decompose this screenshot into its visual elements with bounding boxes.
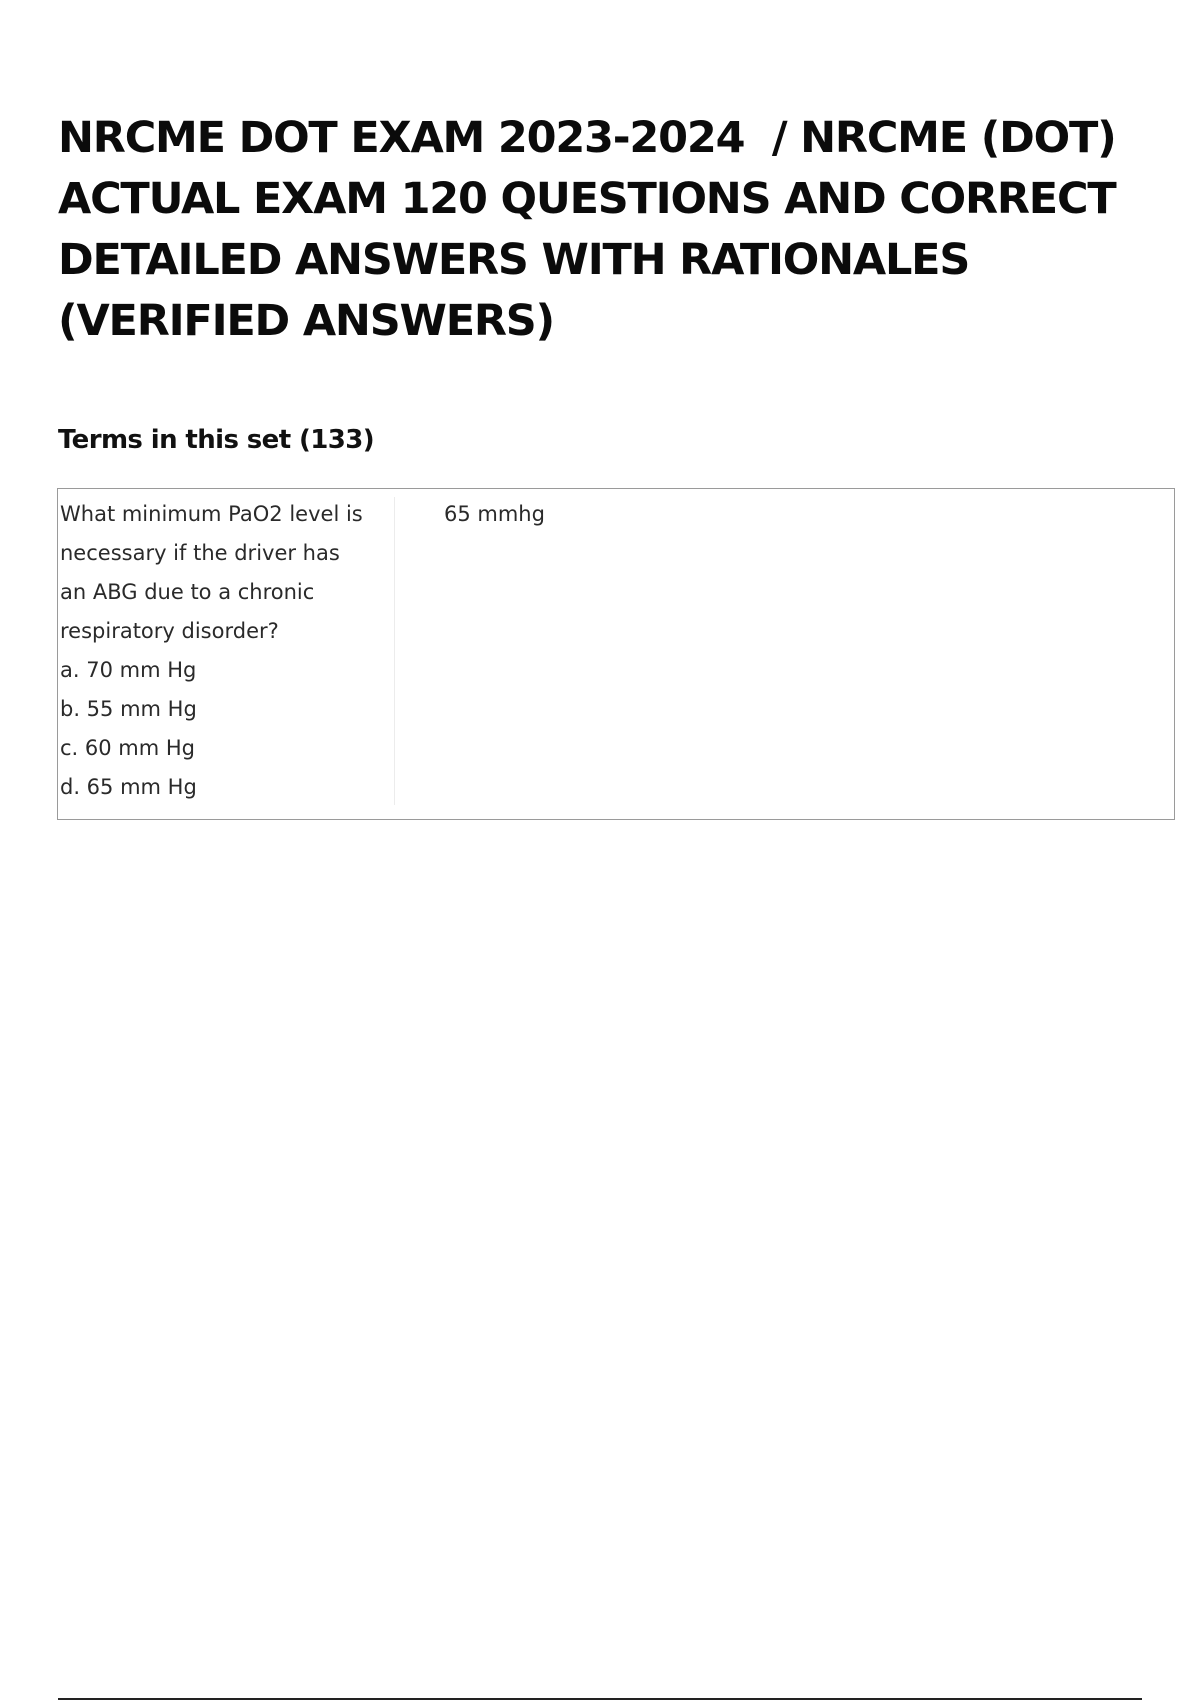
answer-option-a: a. 70 mm Hg <box>60 658 197 682</box>
question-line: What minimum PaO2 level is <box>60 502 363 526</box>
answer-option-c: c. 60 mm Hg <box>60 736 196 760</box>
question-line: necessary if the driver has <box>60 541 340 565</box>
terms-table <box>57 488 1175 820</box>
term-question <box>60 495 392 807</box>
page-title <box>58 108 1148 352</box>
answer-option-b: b. 55 mm Hg <box>60 697 197 721</box>
question-line: an ABG due to a chronic <box>60 580 315 604</box>
title-line: ACTUAL EXAM 120 QUESTIONS AND CORRECT <box>58 174 1116 224</box>
term-row <box>58 489 1174 819</box>
title-line: (VERIFIED ANSWERS) <box>58 296 554 346</box>
title-line: NRCME DOT EXAM 2023-2024 / NRCME (DOT) <box>58 113 1116 163</box>
title-line: DETAILED ANSWERS WITH RATIONALES <box>58 235 970 285</box>
column-divider <box>394 497 395 805</box>
terms-count-heading: Terms in this set (133) <box>58 425 375 455</box>
question-line: respiratory disorder? <box>60 619 279 643</box>
answer-option-d: d. 65 mm Hg <box>60 775 197 799</box>
term-answer: 65 mmhg <box>444 502 545 526</box>
